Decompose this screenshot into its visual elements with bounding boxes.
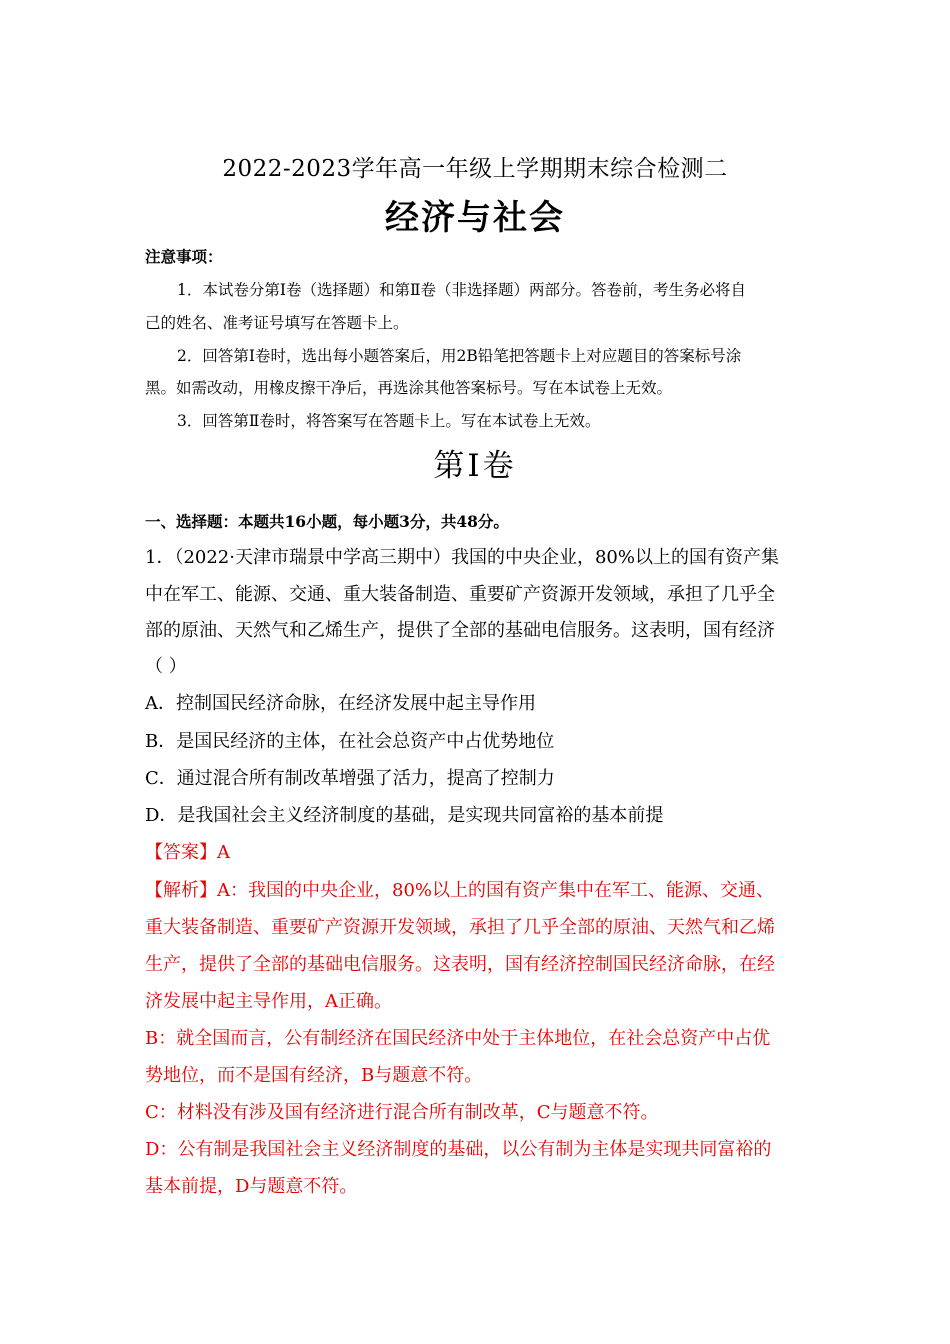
section-instruction: 一、选择题：本题共16小题，每小题3分，共48分。: [145, 512, 509, 531]
answer-line: 【答案】A: [145, 842, 230, 863]
subject-title: 经济与社会: [385, 198, 565, 238]
option-c: C．通过混合所有制改革增强了活力，提高了控制力: [145, 768, 555, 789]
analysis-line: 势地位，而不是国有经济，B与题意不符。: [145, 1065, 483, 1086]
analysis-line: C：材料没有涉及国有经济进行混合所有制改革，C与题意不符。: [145, 1102, 659, 1123]
notice-line: 己的姓名、准考证号填写在答题卡上。: [145, 314, 409, 332]
question-stem-line: 中在军工、能源、交通、重大装备制造、重要矿产资源开发领域，承担了几乎全: [145, 584, 775, 605]
analysis-line: 重大装备制造、重要矿产资源开发领域，承担了几乎全部的原油、天然气和乙烯: [145, 917, 775, 938]
exam-title: 2022-2023学年高一年级上学期期末综合检测二: [222, 156, 728, 182]
question-stem-line: 部的原油、天然气和乙烯生产，提供了全部的基础电信服务。这表明，国有经济: [145, 620, 775, 641]
notice-line: 3．回答第Ⅱ卷时，将答案写在答题卡上。写在本试卷上无效。: [177, 412, 601, 430]
option-d: D．是我国社会主义经济制度的基础，是实现共同富裕的基本前提: [145, 805, 664, 826]
analysis-line: 【解析】A：我国的中央企业，80%以上的国有资产集中在军工、能源、交通、: [145, 880, 775, 901]
notice-heading: 注意事项：: [145, 247, 223, 266]
analysis-line: 济发展中起主导作用，A正确。: [145, 991, 392, 1012]
option-a: A．控制国民经济命脉，在经济发展中起主导作用: [145, 693, 536, 714]
analysis-line: B：就全国而言，公有制经济在国民经济中处于主体地位，在社会总资产中占优: [145, 1028, 771, 1049]
analysis-line: 生产，提供了全部的基础电信服务。这表明，国有经济控制国民经济命脉，在经: [145, 954, 775, 975]
notice-line: 黑。如需改动，用橡皮擦干净后，再选涂其他答案标号。写在本试卷上无效。: [145, 379, 673, 397]
notice-line: 2．回答第Ⅰ卷时，选出每小题答案后，用2B铅笔把答题卡上对应题目的答案标号涂: [177, 347, 742, 365]
question-stem-line: （ ）: [145, 656, 187, 677]
option-b: B．是国民经济的主体，在社会总资产中占优势地位: [145, 731, 555, 752]
question-stem-line: 1．（2022·天津市瑞景中学高三期中）我国的中央企业，80%以上的国有资产集: [145, 547, 779, 568]
analysis-line: D：公有制是我国社会主义经济制度的基础，以公有制为主体是实现共同富裕的: [145, 1139, 772, 1160]
analysis-line: 基本前提，D与题意不符。: [145, 1176, 358, 1197]
section-title: 第Ⅰ卷: [433, 448, 517, 484]
notice-line: 1．本试卷分第Ⅰ卷（选择题）和第Ⅱ卷（非选择题）两部分。答卷前，考生务必将自: [177, 281, 747, 299]
